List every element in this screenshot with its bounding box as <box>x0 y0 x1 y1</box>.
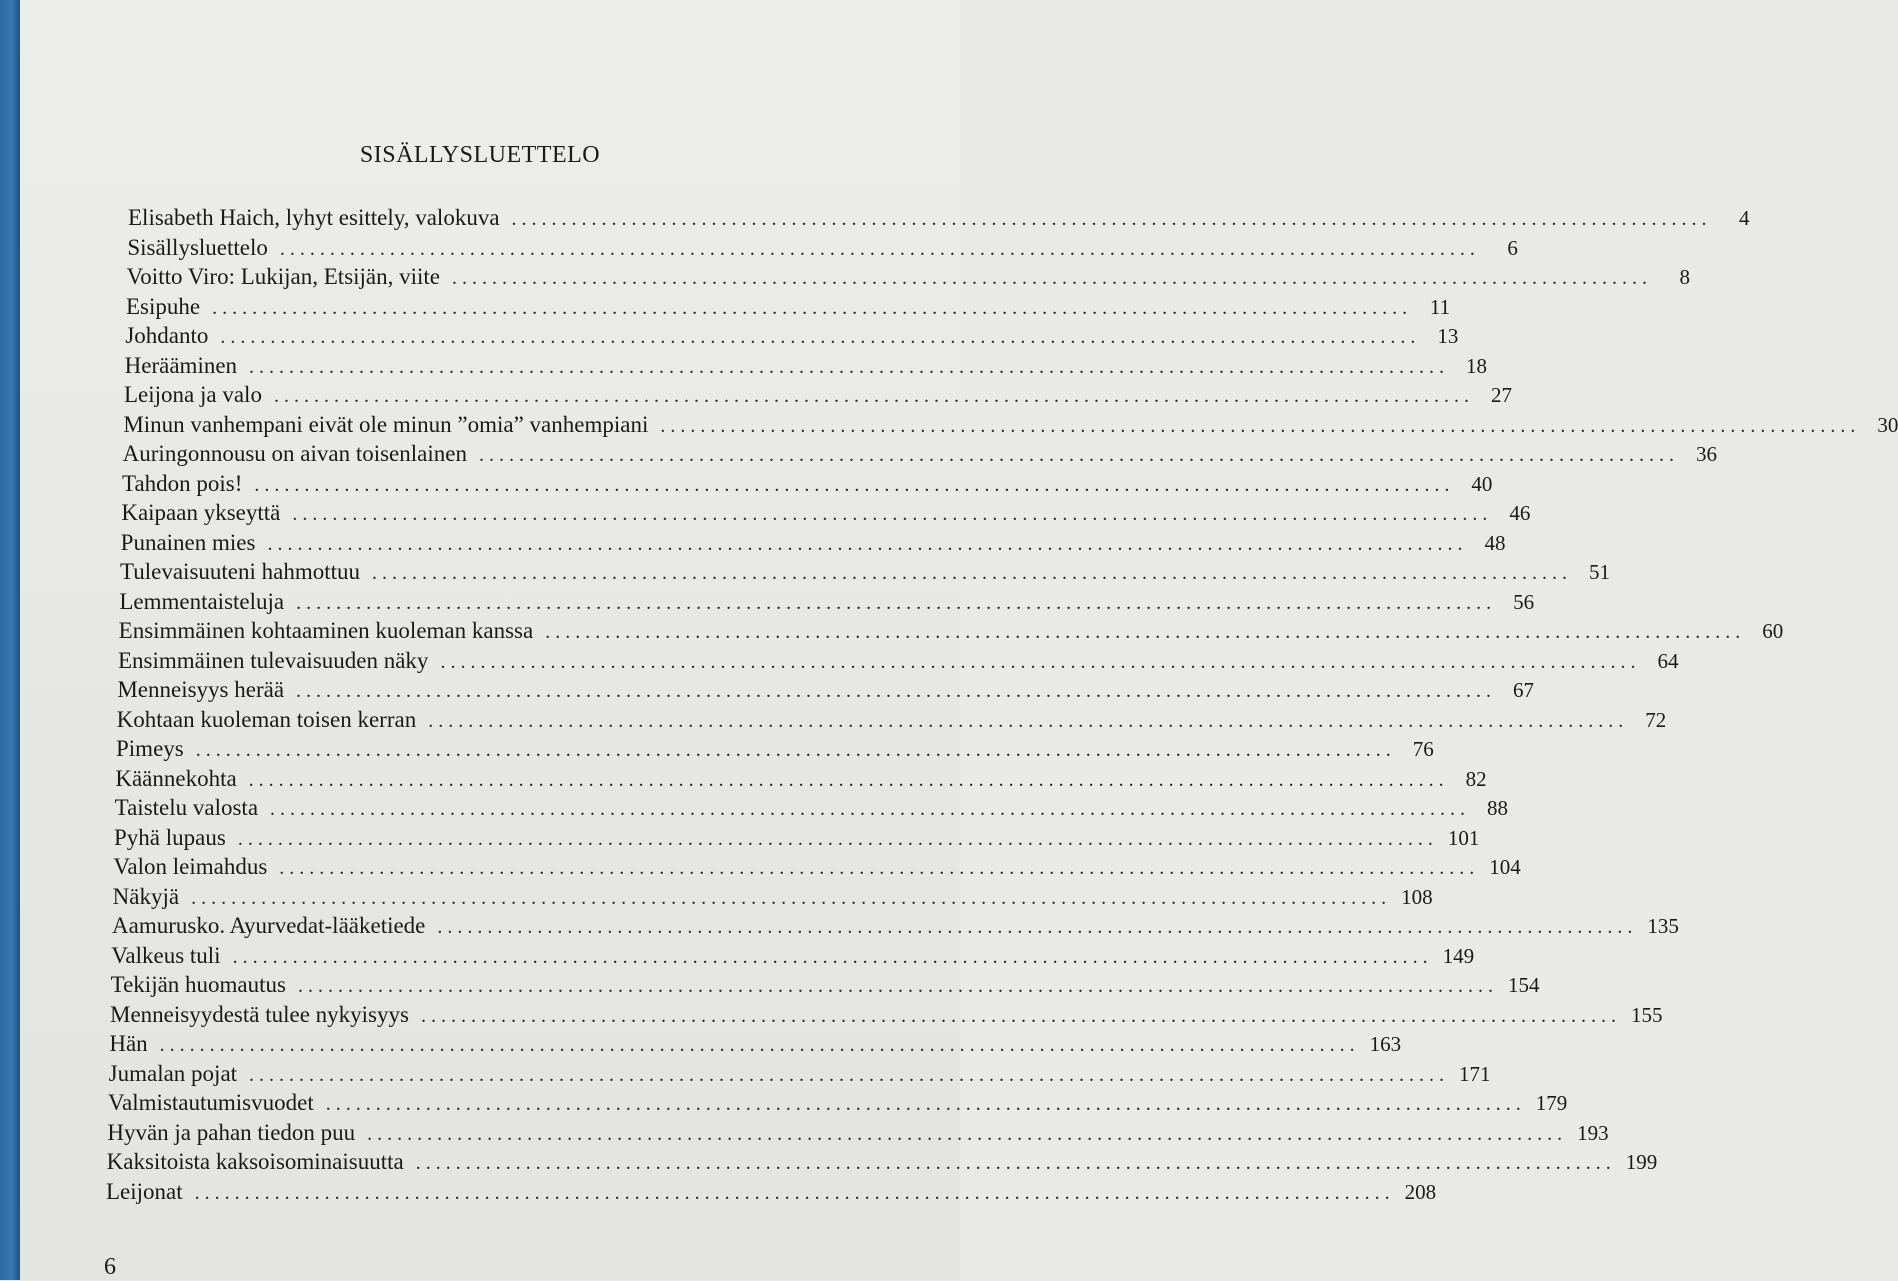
toc-entry-title: Sisällysluettelo <box>127 234 268 260</box>
toc-entry-page: 199 <box>1625 1150 1658 1174</box>
toc-entry-title: Ensimmäinen tulevaisuuden näky <box>118 647 429 673</box>
toc-dot-leader: ........................................................................................................................ <box>325 1093 1526 1115</box>
toc-entry-page: 48 <box>1484 530 1506 555</box>
toc-entry-page: 155 <box>1630 1002 1663 1027</box>
toc-entry-title: Kaipaan ykseyttä <box>121 500 281 525</box>
toc-entry-title: Esipuhe <box>126 293 201 319</box>
toc-entry-page: 82 <box>1465 766 1487 791</box>
toc-dot-leader: ........................................................................................................................ <box>292 503 1493 525</box>
toc-entry <box>112 883 1433 912</box>
toc-dot-leader: ........................................................................................................................ <box>195 739 1396 761</box>
toc-entry-title: Lemmentaisteluja <box>119 588 285 614</box>
toc-entry-page: 72 <box>1645 707 1667 732</box>
toc-entry <box>120 558 1611 587</box>
toc-dot-leader: ........................................................................................................................ <box>660 414 1861 437</box>
toc-entry-title: Valon leimahdus <box>113 854 268 879</box>
toc-entry <box>106 1178 1437 1207</box>
toc-entry <box>122 470 1493 499</box>
toc-entry-title: Leijonat <box>106 1178 183 1204</box>
toc-entry <box>108 1060 1491 1089</box>
toc-entry-title: Pyhä lupaus <box>114 824 226 850</box>
toc-entry <box>112 912 1679 941</box>
toc-entry-title: Punainen mies <box>120 529 256 555</box>
toc-dot-leader: ........................................................................................................................ <box>159 1034 1360 1056</box>
toc-entry <box>127 234 1518 263</box>
toc-entry-page: 193 <box>1577 1120 1609 1145</box>
toc-entry-page: 154 <box>1508 973 1540 997</box>
toc-entry-title: Tulevaisuuteni hahmottuu <box>120 559 361 584</box>
toc-entry <box>107 1119 1609 1148</box>
toc-entry-page: 36 <box>1695 442 1717 466</box>
toc-entry-page: 101 <box>1447 825 1480 850</box>
toc-entry <box>116 706 1667 735</box>
toc-entry <box>110 971 1540 1000</box>
toc-entry <box>126 293 1451 322</box>
toc-entry <box>120 529 1506 558</box>
toc-entry-page: 149 <box>1442 943 1475 968</box>
toc-entry <box>106 1148 1658 1177</box>
toc-dot-leader: ........................................................................................................................ <box>428 709 1629 732</box>
toc-entry <box>114 824 1480 853</box>
toc-entry <box>122 440 1717 469</box>
toc-entry-page: 179 <box>1535 1091 1568 1115</box>
toc-entry-title: Tekijän huomautus <box>110 972 286 997</box>
toc-entry-title: Hän <box>109 1031 148 1056</box>
toc-entry-title: Auringonnousu on aivan toisenlainen <box>122 441 467 466</box>
toc-dot-leader: ........................................................................................................................ <box>511 208 1712 230</box>
toc-dot-leader: ........................................................................................................................ <box>478 444 1679 466</box>
toc-entry-title: Pimeys <box>116 736 184 761</box>
toc-entry-title: Voitto Viro: Lukijan, Etsijän, viite <box>126 264 441 289</box>
toc-entry-page: 46 <box>1509 501 1531 525</box>
toc-dot-leader: ........................................................................................................................ <box>270 798 1471 820</box>
toc-entry <box>123 411 1898 440</box>
toc-dot-leader: ........................................................................................................................ <box>298 975 1498 997</box>
toc-entry-title: Kaksitoista kaksoisominaisuutta <box>106 1149 404 1174</box>
toc-entry-title: Menneisyys herää <box>117 677 285 702</box>
toc-entry-title: Kohtaan kuoleman toisen kerran <box>116 706 417 732</box>
toc-entry <box>118 647 1679 676</box>
toc-entry-title: Johdanto <box>125 323 209 348</box>
toc-entry <box>110 1001 1663 1030</box>
toc-entry-page: 208 <box>1404 1179 1437 1204</box>
toc-entry-page: 8 <box>1679 265 1691 289</box>
page-number: 6 <box>104 1254 116 1280</box>
toc-entry-title: Käännekohta <box>115 765 237 791</box>
toc-dot-leader: ........................................................................................................................ <box>296 680 1497 702</box>
toc-dot-leader: ........................................................................................................................ <box>249 1063 1450 1086</box>
toc-entry-page: 64 <box>1657 648 1679 673</box>
toc-entry-page: 163 <box>1369 1032 1402 1056</box>
toc-entry <box>126 263 1691 292</box>
toc-dot-leader: ........................................................................................................................ <box>420 1004 1621 1027</box>
toc-entry <box>115 765 1487 794</box>
toc-dot-leader: ........................................................................................................................ <box>452 267 1653 289</box>
toc-entry <box>109 1030 1402 1059</box>
toc-entry-page: 171 <box>1459 1061 1491 1086</box>
toc-entry <box>124 352 1488 381</box>
toc-entry-title: Näkyjä <box>112 883 180 909</box>
toc-dot-leader: ........................................................................................................................ <box>367 1122 1568 1145</box>
toc-entry-page: 56 <box>1513 589 1535 614</box>
toc-dot-leader: ........................................................................................................................ <box>296 591 1497 614</box>
toc-entry-page: 104 <box>1489 855 1521 879</box>
toc-entry-page: 88 <box>1487 796 1509 820</box>
toc-entry <box>119 588 1535 617</box>
toc-entry-title: Tahdon pois! <box>122 470 243 496</box>
toc-entry <box>118 617 1784 646</box>
toc-dot-leader: ........................................................................................................................ <box>220 326 1421 348</box>
toc-entry-title: Herääminen <box>124 352 238 378</box>
toc-dot-leader: ........................................................................................................................ <box>437 916 1638 938</box>
toc-entry <box>114 794 1509 823</box>
toc-entry <box>111 942 1475 971</box>
toc-entry-page: 18 <box>1466 353 1488 378</box>
toc-dot-leader: ........................................................................................................................ <box>440 650 1641 673</box>
toc-entry-title: Elisabeth Haich, lyhyt esittely, valokuva <box>128 205 500 230</box>
toc-entry <box>125 322 1459 351</box>
toc-entry-title: Leijona ja valo <box>124 382 262 407</box>
toc-entry-title: Jumalan pojat <box>108 1060 238 1086</box>
toc-entry <box>113 853 1521 882</box>
toc-entry <box>108 1089 1568 1118</box>
toc-entry-title: Taistelu valosta <box>114 795 259 820</box>
toc-entry-page: 13 <box>1437 324 1459 348</box>
toc-entry <box>116 735 1434 764</box>
toc-dot-leader: ........................................................................................................................ <box>232 945 1433 968</box>
toc-dot-leader: ........................................................................................................................ <box>249 355 1450 378</box>
toc-entry-title: Ensimmäinen kohtaaminen kuoleman kanssa <box>118 618 534 643</box>
toc-entry-page: 40 <box>1471 471 1493 496</box>
toc-entry-title: Menneisyydestä tulee nykyisyys <box>110 1001 409 1027</box>
toc-entry-page: 60 <box>1762 619 1784 643</box>
toc-entry-page: 51 <box>1589 560 1611 584</box>
toc-dot-leader: ........................................................................................................................ <box>212 296 1413 319</box>
toc-dot-leader: ........................................................................................................................ <box>279 857 1480 879</box>
toc-entry-title: Valkeus tuli <box>111 942 221 968</box>
toc-dot-leader: ........................................................................................................................ <box>267 532 1468 555</box>
toc-entry-title: Minun vanhempani eivät ole minun ”omia” vanhempiani <box>123 411 649 437</box>
toc-dot-leader: ........................................................................................................................ <box>372 562 1573 584</box>
toc-entry-title: Hyvän ja pahan tiedon puu <box>107 1119 356 1145</box>
page-title: SISÄLLYSLUETTELO <box>359 142 601 168</box>
toc-entry <box>121 499 1531 528</box>
toc-entry <box>128 204 1750 233</box>
toc-entry-page: 135 <box>1647 914 1679 938</box>
toc-entry-page: 4 <box>1739 206 1750 230</box>
toc-entry-page: 27 <box>1490 383 1512 407</box>
toc-dot-leader: ........................................................................................................................ <box>545 621 1746 643</box>
toc-dot-leader: ........................................................................................................................ <box>415 1152 1616 1174</box>
toc-dot-leader: ........................................................................................................................ <box>273 385 1474 407</box>
toc-dot-leader: ........................................................................................................................ <box>279 237 1480 260</box>
toc-entry-page: 67 <box>1513 678 1535 702</box>
toc-entry <box>124 381 1512 410</box>
toc-dot-leader: ........................................................................................................................ <box>237 827 1438 850</box>
toc-entry-page: 30 <box>1877 412 1898 437</box>
toc-entry-page: 108 <box>1401 884 1433 909</box>
toc-dot-leader: ........................................................................................................................ <box>254 473 1455 496</box>
toc-entry-page: 6 <box>1507 235 1518 260</box>
toc-dot-leader: ........................................................................................................................ <box>194 1181 1395 1204</box>
toc-entry-page: 11 <box>1429 294 1451 319</box>
toc-entry-title: Aamurusko. Ayurvedat-lääketiede <box>112 913 426 938</box>
toc-dot-leader: ........................................................................................................................ <box>248 768 1449 791</box>
toc-entry-title: Valmistautumisvuodet <box>108 1090 314 1115</box>
toc-entry <box>117 676 1535 705</box>
toc-entry-page: 76 <box>1412 737 1434 761</box>
toc-dot-leader: ........................................................................................................................ <box>191 886 1392 909</box>
